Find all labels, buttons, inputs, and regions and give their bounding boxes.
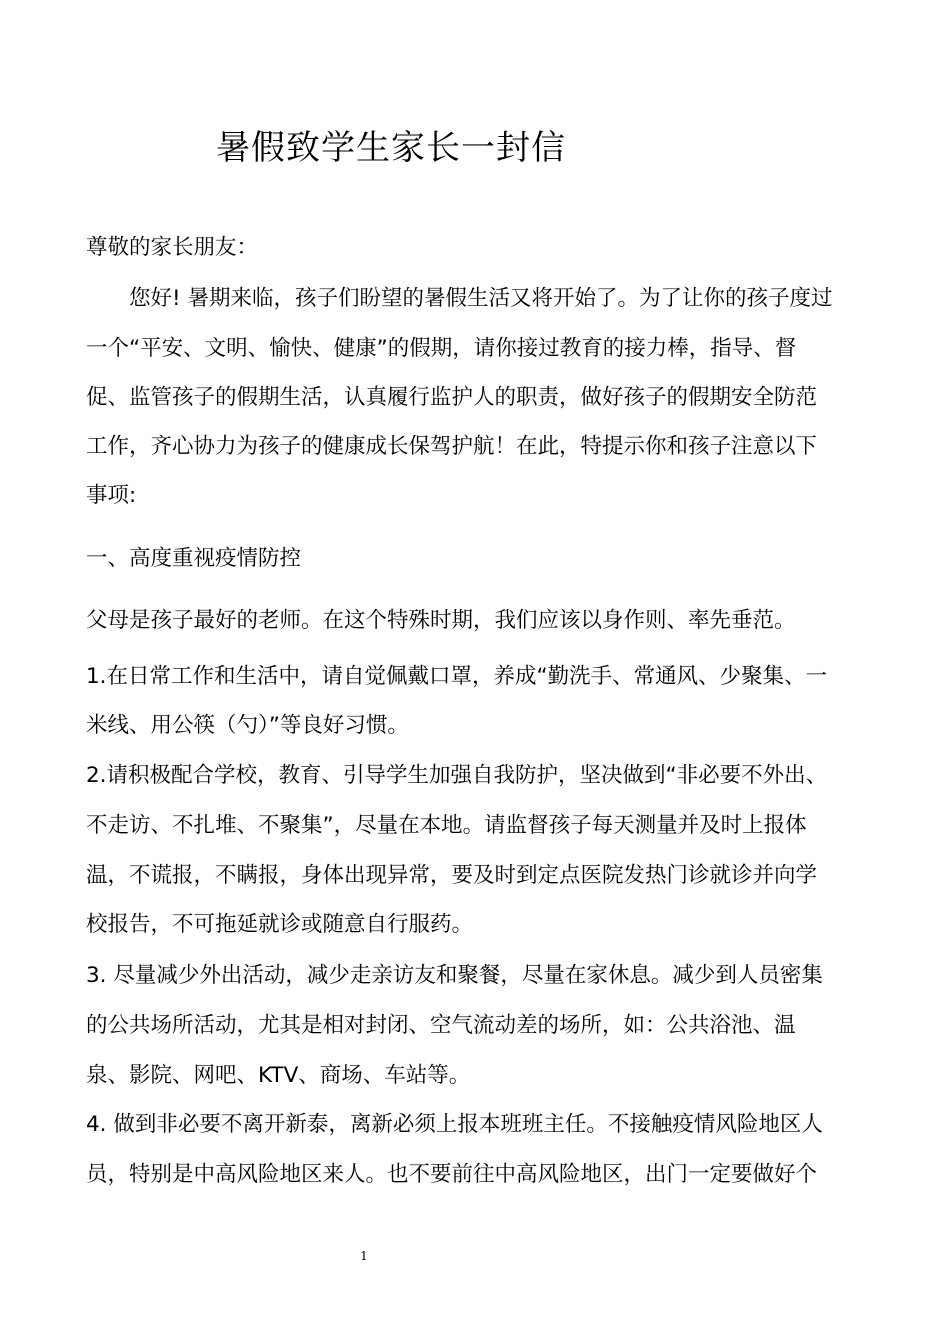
list-item-line: 4. 做到非必要不离开新泰，离新必须上报本班班主任。不接触疫情风险地区人 bbox=[86, 1112, 823, 1137]
intro-line: 工作，齐心协力为孩子的健康成长保驾护航！在此，特提示你和孩子注意以下 bbox=[86, 434, 818, 459]
section-heading: 一、高度重视疫情防控 bbox=[86, 546, 302, 571]
list-item-line: 不走访、不扎堆、不聚集”，尽量在本地。请监督孩子每天测量并及时上报体 bbox=[86, 813, 807, 838]
list-item-line: 的公共场所活动，尤其是相对封闭、空气流动差的场所，如：公共浴池、温 bbox=[86, 1013, 796, 1038]
intro-line: 事项: bbox=[86, 483, 137, 508]
list-item-line: 3. 尽量减少外出活动，减少走亲访友和聚餐，尽量在家休息。减少到人员密集 bbox=[86, 963, 823, 988]
intro-line: 您好! 暑期来临，孩子们盼望的暑假生活又将开始了。为了让你的孩子度过 bbox=[129, 286, 833, 311]
list-item-line: 员，特别是中高风险地区来人。也不要前往中高风险地区，出门一定要做好个 bbox=[86, 1162, 818, 1187]
document-title: 暑假致学生家长一封信 bbox=[216, 128, 566, 168]
section-intro: 父母是孩子最好的老师。在这个特殊时期，我们应该以身作则、率先垂范。 bbox=[86, 608, 796, 633]
list-item-line: 米线、用公筷（勺）”等良好习惯。 bbox=[86, 713, 409, 738]
list-item-line: 2.请积极配合学校，教育、引导学生加强自我防护，坚决做到“非必要不外出、 bbox=[86, 763, 828, 788]
intro-line: 一个“平安、文明、愉快、健康”的假期，请你接过教育的接力棒，指导、督 bbox=[86, 336, 797, 361]
list-item-line: 泉、影院、网吧、KTV、商场、车站等。 bbox=[86, 1063, 471, 1088]
intro-line: 促、监管孩子的假期生活，认真履行监护人的职责，做好孩子的假期安全防范 bbox=[86, 385, 818, 410]
greeting: 尊敬的家长朋友： bbox=[86, 235, 259, 260]
list-item-line: 温，不谎报，不瞒报，身体出现异常，要及时到定点医院发热门诊就诊并向学 bbox=[86, 863, 818, 888]
list-item-line: 1.在日常工作和生活中，请自觉佩戴口罩，养成“勤洗手、常通风、少聚集、一 bbox=[86, 664, 828, 689]
page-number: 1 bbox=[360, 1249, 368, 1263]
list-item-line: 校报告，不可拖延就诊或随意自行服药。 bbox=[86, 912, 474, 937]
